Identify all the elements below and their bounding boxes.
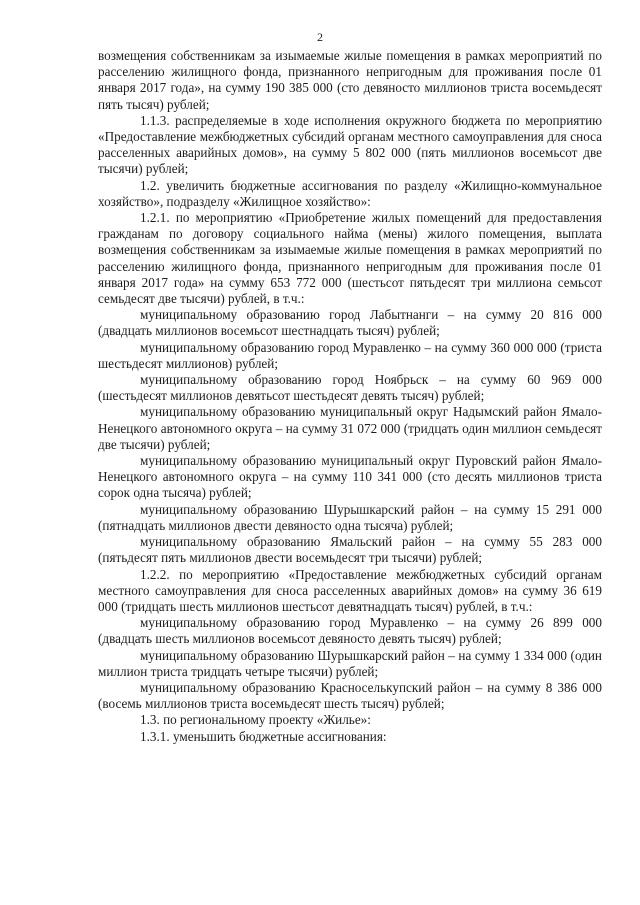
paragraph: муниципальному образованию Шурышкарский район – на сумму 15 291 000 (пятнадцать миллионов двести девяносто одна тысяча) рублей; bbox=[98, 501, 602, 533]
paragraph: муниципальному образованию Красноселькупский район – на сумму 8 386 000 (восемь миллионов триста восемьдесят шесть тысяч) рублей; bbox=[98, 679, 602, 712]
paragraph: возмещения собственникам за изымаемые жилые помещения в рамках мероприятий по расселению жилищного фонда, признанного непригодным для проживания после 01 января 2017 года», на сумму 190 385 000 (сто девяносто миллионов триста восемьдесят пять тысяч) рублей; bbox=[98, 48, 602, 112]
paragraph: муниципальному образованию город Муравленко – на сумму 360 000 000 (триста шестьдесят миллионов) рублей; bbox=[98, 339, 602, 371]
paragraph: муниципальному образованию муниципальный округ Надымский район Ямало-Ненецкого автономного округа – на сумму 31 072 000 (тридцать один миллион семьдесят две тысячи) рублей; bbox=[98, 404, 602, 452]
paragraph: муниципальному образованию город Ноябрьск – на сумму 60 969 000 (шестьдесят миллионов девятьсот шестьдесят девять тысяч) рублей; bbox=[98, 372, 602, 404]
paragraph: 1.2.1. по мероприятию «Приобретение жилых помещений для предоставления гражданам по договору социального найма (мены) жилого помещения, выплата возмещения собственникам за изымаемые жилые помещения в рамках мероприятий по расселению жилищного фонда, признанного непригодным для проживания после 01 января 2017 года» на сумму 653 772 000 (шестьсот пятьдесят три миллиона семьсот семьдесят две тысячи) рублей, в т.ч.: bbox=[98, 210, 602, 307]
document-body bbox=[98, 48, 602, 745]
paragraph: муниципальному образованию Шурышкарский район – на сумму 1 334 000 (один миллион триста тридцать четыре тысячи) рублей; bbox=[98, 647, 602, 679]
paragraph: муниципальному образованию город Муравленко – на сумму 26 899 000 (двадцать шесть миллионов восемьсот девяносто девять тысяч) рублей; bbox=[98, 615, 602, 647]
paragraph: 1.3. по региональному проекту «Жилье»: bbox=[140, 712, 371, 728]
paragraph: 1.2.2. по мероприятию «Предоставление межбюджетных субсидий органам местного самоуправления для сноса расселенных аварийных домов» на сумму 36 619 000 (тридцать шесть миллионов шестьсот девятнадцать тысяч) рублей, в т.ч.: bbox=[98, 566, 602, 614]
paragraph: муниципальному образованию Ямальский район – на сумму 55 283 000 (пятьдесят пять миллионов двести восемьдесят три тысячи) рублей; bbox=[98, 534, 602, 566]
paragraph: 1.3.1. уменьшить бюджетные ассигнования: bbox=[140, 728, 387, 744]
page-number: 2 bbox=[317, 30, 323, 44]
paragraph: муниципальному образованию муниципальный округ Пуровский район Ямало-Ненецкого автономного округа – на сумму 110 341 000 (сто десять миллионов триста сорок одна тысяча) рублей; bbox=[98, 453, 602, 501]
paragraph: 1.1.3. распределяемые в ходе исполнения окружного бюджета по мероприятию «Предоставление межбюджетных субсидий органам местного самоуправления для сноса расселенных аварийных домов», на сумму 5 802 000 (пять миллионов восемьсот две тысячи) рублей; bbox=[98, 112, 602, 177]
paragraph: муниципальному образованию город Лабытнанги – на сумму 20 816 000 (двадцать миллионов восемьсот шестнадцать тысяч) рублей; bbox=[98, 307, 602, 339]
paragraph: 1.2. увеличить бюджетные ассигнования по разделу «Жилищно-коммунальное хозяйство», подразделу «Жилищное хозяйство»: bbox=[98, 177, 602, 209]
